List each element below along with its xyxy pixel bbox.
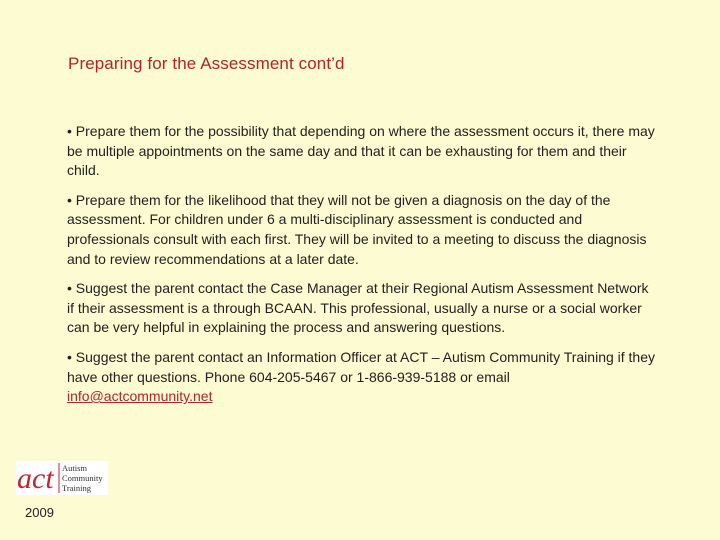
bullet-item <box>67 122 657 181</box>
footer-year: 2009 <box>25 505 54 520</box>
logo-line-autism: Autism <box>62 463 88 473</box>
bullet-text: • Suggest the parent contact the Case Manager at their Regional Autism Assessment Network if their assessment is a through BCAAN. This professional, usually a nurse or a social worker can be very helpful in explaining the process and answering questions. <box>67 280 649 336</box>
bullet-text: • Prepare them for the likelihood that they will not be given a diagnosis on the day of the assessment. For children under 6 a multi-disciplinary assessment is conducted and professionals consult with each first. They will be invited to a meeting to discuss the diagnosis and to review recommendations at a later date. <box>67 191 647 267</box>
email-link[interactable]: info@actcommunity.net <box>67 388 213 405</box>
logo-letters: act <box>17 462 54 495</box>
bullet-item <box>67 279 657 338</box>
act-logo-mark <box>16 461 108 495</box>
slide-title: Preparing for the Assessment cont’d <box>68 54 345 73</box>
bullet-text: • Suggest the parent contact an Information Officer at ACT – Autism Community Training if they have other questions. Phone 604-205-5467 or 1-866-939-5188 or email <box>67 348 656 385</box>
bullet-item <box>67 191 657 269</box>
bullet-item <box>67 348 657 407</box>
logo-line-community: Community <box>62 473 103 483</box>
logo-line-training: Training <box>62 483 91 493</box>
act-logo <box>16 461 108 495</box>
bullet-text: • Prepare them for the possibility that depending on where the assessment occurs it, there may be multiple appointments on the same day and that it can be exhausting for them and their child. <box>67 123 655 179</box>
bullet-list <box>67 122 657 417</box>
